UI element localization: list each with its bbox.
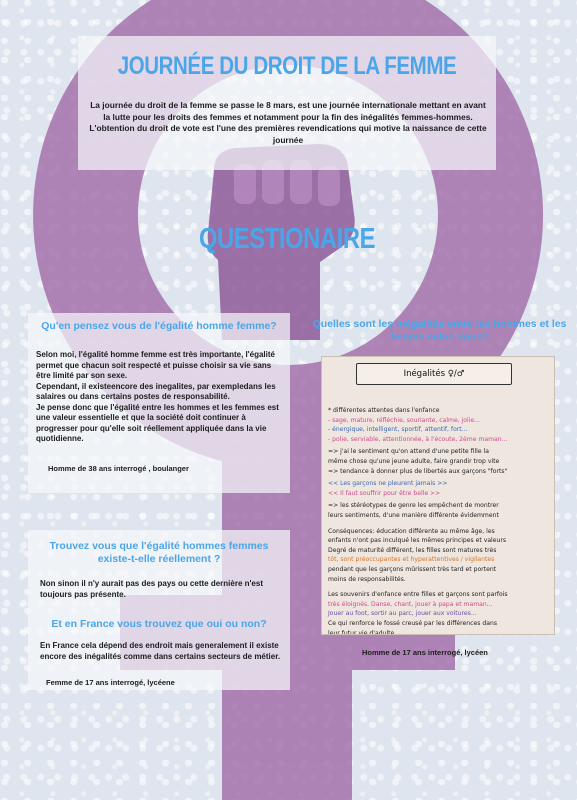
notes-line: moins de responsabilités.	[328, 575, 406, 583]
notes-line: pendant que les garçons mûrissent très tard et portent	[328, 566, 497, 573]
notes-line: - polie, serviable, attentionnée, à l'écoute, 2ème maman...	[328, 435, 508, 443]
q3-question2: Et en France vous trouvez que oui ou non?	[51, 618, 267, 630]
notes-line: leur futur vie d'adulte...	[328, 629, 401, 634]
notes-title: Inégalités ♀/♂	[356, 363, 512, 385]
q3-question: Trouvez vous que l'égalité hommes femmes existe-t-elle réellement ?	[49, 540, 269, 565]
notes-line: Jouer au foot, sortir au parc, jouer aux voitures...	[328, 610, 477, 618]
section-title: QUESTIONAIRE	[198, 223, 376, 255]
notes-line: Ce qui renforce le fossé creusé par les différences dans	[328, 620, 497, 627]
notes-line: Conséquences: éducation différente au même âge, les	[328, 527, 495, 535]
notes-line: Les souvenirs d'enfance entre filles et garçons sont parfois	[328, 591, 508, 599]
notes-line: => les stéréotypes de genre les empêchent de montrer	[328, 502, 499, 510]
intro-paragraph: La journée du droit de la femme se passe le 8 mars, est une journée internationale mettant en avant la lutte pour les droits des femmes et notamment pour la fin des inégalités femmes-hommes. L'obtention du droit de vote est l'une des premières revendications qui motive la naissance de cette journée	[89, 100, 487, 145]
notes-line: => j'ai le sentiment qu'on attend d'une petite fille la	[328, 448, 489, 456]
q1-respondent: Homme de 38 ans interrogé , boulanger	[48, 464, 189, 473]
notes-line: tôt, sont préoccupantes et hyperattentives / vigilantes	[328, 556, 495, 564]
notes-line: * différentes attentes dans l'enfance	[328, 407, 440, 414]
q1-question: Qu'en pensez vous de l'égalité homme femme?	[41, 320, 277, 332]
notes-line: - énergique, intelligent, sportif, attentif, fort...	[328, 426, 468, 434]
q3-respondent: Femme de 17 ans interrogé, lycéene	[46, 678, 175, 687]
q1-answer-line: Cependant, il existeencore des inegalites, par exempledans les salaires ou dans certains postes de responsabilité.	[36, 381, 276, 401]
notes-line: leurs sentiments, d'une manière différente évidemment	[328, 512, 499, 519]
q1-answer-line: Selon moi, l'égalité homme femme est très importante, l'égalité permet que chacun soit respecté et puisse choisir sa vie sans être limité par son sexe.	[36, 350, 275, 380]
notes-line: => tendance à donner plus de libertés aux garçons "forts"	[328, 467, 508, 475]
notes-line: enfants n'ont pas inculqué les mêmes principes et valeurs	[328, 537, 507, 545]
notes-line: << Il faut souffrir pour être belle >>	[328, 489, 441, 497]
q3-answer2: En France cela dépend des endroit mais generalement il existe encore des inégalités comme dans certains secteurs de métier.	[40, 641, 281, 661]
handwritten-notes-photo	[322, 357, 554, 634]
q2-respondent: Homme de 17 ans interrogé, lycéen	[362, 648, 488, 657]
q3-answer: Non sinon il n'y aurait pas des pays ou cette dernière n'est toujours pas présente.	[40, 579, 263, 599]
notes-line: même chose qu'une jeune adulte, faire grandir trop vite	[328, 458, 500, 465]
page-title: JOURNÉE DU DROIT DE LA FEMME	[117, 52, 457, 80]
q1-answer-line: Je pense donc que l'égalité entre les hommes et les femmes est une valeur essentielle et que la société doit continuer à progresser pour qu'elle soit réellement appliquée dans la vie quotidienne.	[36, 402, 279, 443]
notes-line: Degré de maturité différent, les filles sont matures très	[328, 546, 497, 554]
q2-question: Quelles sont les inégalités entre les hommes et les femme selon vous?	[312, 318, 567, 343]
q1-answer	[36, 350, 286, 445]
notes-line: - sage, mature, réfléchie, souriante, calme, jolie...	[328, 416, 480, 424]
notes-line: << Les garçons ne pleurent jamais >>	[328, 480, 448, 488]
notes-line: très éloignés. Danse, chant, jouer à papa et maman...	[328, 600, 493, 608]
